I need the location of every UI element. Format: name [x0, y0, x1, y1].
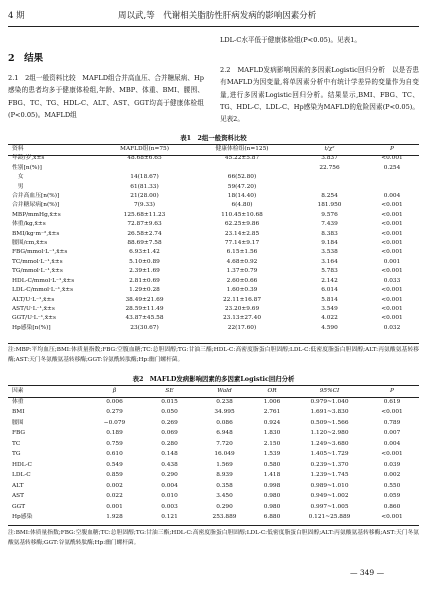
table2-cell: −0.079: [103, 419, 126, 426]
table1-cell: HDL-C/mmol·L⁻¹,x̄±s: [12, 277, 75, 284]
table1-cell: 22.11±16.87: [222, 296, 262, 303]
table1-header-cell: P: [390, 146, 394, 152]
table2-cell: 1.830: [263, 430, 281, 436]
table1-row: [12, 183, 417, 192]
table1-cell: 6.93±1.42: [129, 249, 160, 256]
table2-cell: 1.006: [263, 398, 281, 405]
table1-cell: 3.837: [321, 155, 338, 162]
table1-cell: 26.58±2.74: [127, 230, 162, 237]
table1-cell: TC/mmol·L⁻¹,x̄±s: [12, 258, 63, 265]
table2-row: [12, 460, 417, 471]
table1-cell: <0.001: [381, 155, 403, 162]
table2-cell: LDL-C: [12, 472, 31, 478]
table1: [12, 145, 417, 333]
table1-cell: <0.001: [381, 202, 403, 209]
table1-cell: 6(4.80): [231, 202, 253, 209]
table1-header-cell: MAFLD组(n=75): [120, 146, 169, 152]
table2-cell: 0.269: [161, 419, 178, 426]
table1-cell: [292, 183, 367, 192]
table1-cell: 6.014: [321, 287, 338, 294]
table1-cell: 18(14.40): [227, 193, 257, 200]
table2-cell: 0.007: [383, 430, 401, 436]
table2-cell: FBG: [12, 430, 26, 436]
table1-cell: <0.001: [381, 268, 403, 275]
table1-cell: 59(47.20): [227, 183, 257, 190]
table1-row: [12, 164, 417, 173]
table2-cell: 0.039: [383, 461, 401, 468]
table1-cell: 66(52.80): [227, 174, 257, 181]
table1-cell: 合并糖尿病[n(%)]: [12, 202, 60, 209]
table2-cell: 1.120~2.980: [310, 430, 349, 436]
table2-cell: 0.003: [161, 503, 178, 510]
table2-note: 注:BMI:体质量指数;FBG:空腹血糖;TC:总胆固醇;TG:甘油三酯;HDL-C:高密度脂蛋白胆固醇;LDL-C:低密度脂蛋白胆固醇;ALT:丙氨酸氨基转移酶;AST:天门冬氨酸氨基转移酶;GGT:谷氨酰转肽酶;Hp:幽门螺杆菌。: [8, 530, 419, 546]
table2: [12, 386, 417, 523]
table2-cell: 0.989~1.010: [310, 482, 349, 489]
table1-row: [12, 296, 417, 305]
table2-cell: 0.239~1.370: [310, 461, 349, 468]
table2-cell: 0.121~25.889: [308, 514, 351, 520]
table2-header-cell: β: [112, 388, 117, 394]
table2-cell: 253.889: [212, 514, 237, 520]
table1-cell: <0.001: [381, 211, 403, 218]
table2-cell: 0.980: [263, 493, 281, 499]
page-number: — 349 —: [350, 568, 385, 577]
table2-cell: 8.939: [216, 472, 233, 478]
table1-cell: 61(81.33): [130, 183, 159, 190]
table1-cell: 3.549: [321, 305, 338, 312]
table2-cell: 0.949~1.002: [310, 493, 349, 499]
table2-row: [12, 418, 417, 429]
table1-cell: 0.004: [383, 193, 401, 200]
table2-cell: 1.239~1.745: [310, 472, 349, 478]
table2-cell: 1.418: [263, 472, 281, 478]
table1-cell: 4.590: [321, 324, 338, 331]
table1-cell: 38.49±21.69: [125, 296, 164, 303]
table2-cell: 0.979~1.040: [310, 398, 349, 405]
table2-cell: 1.405~1.729: [310, 451, 349, 457]
table1-cell: 45.22±5.87: [224, 155, 260, 162]
table1-cell: [367, 183, 417, 192]
table1-cell: 43.87±45.58: [125, 315, 164, 322]
table2-caption: 表2 MAFLD发病影响因素的多因素Logistic回归分析: [132, 375, 295, 383]
table1-cell: 年龄/岁,x̄±s: [12, 155, 45, 162]
table1-caption: 表1 2组一般资料比较: [180, 134, 247, 142]
table1-cell: <0.001: [381, 249, 403, 256]
table2-cell: 0.022: [106, 493, 123, 499]
table1-cell: 9.184: [321, 240, 338, 247]
table2-cell: 0.002: [383, 472, 401, 478]
table2-cell: 1.928: [106, 514, 123, 520]
table2-cell: 0.279: [106, 409, 123, 415]
table2-cell: 0.610: [106, 451, 123, 457]
table1-row: [12, 220, 417, 229]
table1-cell: <0.001: [381, 315, 403, 322]
table2-cell: 0.004: [161, 482, 178, 489]
table1-row: [12, 154, 417, 163]
table1-cell: 2.81±0.69: [129, 277, 160, 284]
table1-cell: 4.022: [321, 315, 338, 322]
table2-header-cell: 因素: [12, 388, 24, 394]
table2-row: [12, 512, 417, 523]
table2-cell: 2.761: [263, 409, 281, 415]
table1-cell: 181.950: [317, 202, 342, 209]
table1-cell: <0.001: [381, 296, 403, 303]
table2-cell: <0.001: [381, 451, 403, 457]
table1-cell: 23.13±27.40: [222, 315, 262, 322]
table2-row: [12, 491, 417, 502]
table2-cell: 0.998: [263, 482, 281, 489]
table2-cell: 0.050: [161, 409, 178, 415]
paragraph-2-2: 2.2 MAFLD发病影响因素的多因素Logistic回归分析 以是否患有MAFLD为因变量,将单因素分析中有统计学差异的变量作为自变量,进行多因素Logistic回归分析。结果显示,BMI、FBG、TC、TG、HDL-C、LDL-C、Hp感染为MAFLD的危险因素(P<0.05)。见表2。: [220, 66, 419, 124]
table2-cell: 0.121: [161, 514, 178, 520]
table1-cell: 14(18.67): [130, 174, 159, 181]
table2-row: [12, 481, 417, 492]
table1-cell: 23.20±9.69: [224, 305, 260, 312]
table1-cell: 72.87±9.63: [127, 221, 162, 228]
table2-cell: 1.249~3.680: [310, 440, 349, 447]
table1-cell: [292, 173, 367, 182]
table1-cell: LDL-C/mmol·L⁻¹,x̄±s: [12, 287, 74, 294]
table1-cell: 4.68±0.92: [226, 258, 258, 265]
table2-cell: 0.290: [161, 472, 178, 478]
table2-cell: 0.619: [383, 398, 401, 405]
issue-number: 4 期: [8, 11, 25, 21]
table2-row: [12, 449, 417, 460]
table2-row: [12, 439, 417, 450]
table1-cell: 体重/kg,x̄±s: [12, 221, 46, 228]
table2-cell: 3.450: [216, 493, 233, 499]
table1-row: [12, 324, 417, 333]
table2-cell: 0.997~1.005: [310, 503, 349, 510]
table1-row: [12, 230, 417, 239]
table2-cell: 34.995: [214, 409, 235, 415]
table2-cell: 0.860: [383, 503, 401, 510]
table1-cell: 8.383: [321, 230, 338, 237]
table1-cell: 5.10±0.89: [129, 258, 160, 265]
table1-cell: 7.439: [321, 221, 338, 228]
table1-cell: TG/mmol·L⁻¹,x̄±s: [12, 268, 63, 275]
table2-cell: 0.550: [383, 482, 401, 489]
table1-note: 注:MBP:平均血压;BMI:体质量指数;FBG:空腹血糖;TC:总胆固醇;TG:甘油三酯;HDL-C:高密度脂蛋白胆固醇;LDL-C:低密度脂蛋白胆固醇;ALT:丙氨酸氨基转移酶;AST:天门冬氨酸氨基转移酶;GGT:谷氨酰转肽酶;Hp:幽门螺杆菌。: [8, 347, 419, 363]
table1-cell: 22(17.60): [227, 324, 257, 331]
table1-cell: 9.576: [321, 211, 338, 218]
table1-row: [12, 258, 417, 267]
table2-header-row: [12, 386, 417, 397]
table2-cell: BMI: [12, 409, 25, 415]
table1-cell: 2.39±1.69: [129, 268, 160, 275]
table2-cell: AST: [12, 493, 25, 499]
table2-cell: TG: [12, 451, 21, 457]
table1-cell: 22.756: [319, 164, 340, 171]
table2-cell: 0.086: [216, 419, 233, 426]
table1-cell: BMI/kg·m⁻²,x̄±s: [12, 230, 60, 237]
table2-cell: Hp感染: [12, 514, 33, 520]
table2-cell: 0.358: [216, 482, 233, 489]
table1-cell: 23(30.67): [130, 324, 159, 331]
table1-cell: 0.254: [383, 164, 401, 171]
table2-header-cell: Wald: [217, 388, 232, 394]
table2-cell: <0.001: [381, 514, 403, 520]
table2-cell: 0.290: [216, 503, 233, 510]
table1-row: [12, 248, 417, 257]
table1-cell: AST/U·L⁻¹,x̄±s: [12, 305, 55, 312]
table2-cell: 6.880: [263, 514, 281, 520]
table1-cell: 110.45±10.68: [221, 211, 263, 218]
table1-row: [12, 192, 417, 201]
table2-row: [12, 470, 417, 481]
table1-row: [12, 239, 417, 248]
table1-cell: 男: [12, 183, 24, 190]
table1-cell: 48.68±6.65: [127, 155, 162, 162]
table1-cell: MBP/mmHg,x̄±s: [12, 211, 61, 218]
table1-cell: 21(28.00): [130, 193, 159, 200]
table1-row: [12, 267, 417, 276]
table1-cell: Hp感染[n(%)]: [12, 324, 51, 331]
table2-cell: 0.438: [161, 461, 178, 468]
table1-cell: [97, 164, 192, 173]
table2-cell: <0.001: [381, 409, 403, 415]
table2-cell: 腰围: [12, 419, 24, 426]
table1-cell: 28.59±11.49: [125, 305, 164, 312]
table1-cell: <0.001: [381, 240, 403, 247]
paragraph-2-1: 2.1 2组一般资料比较 MAFLD组合并高血压、合并糖尿病、Hp感染的患者均多于健康体检组,年龄、MBP、体重、BMI、腰围、FBG、TC、TG、HDL-C、ALT、AST、GGT均高于健康体检组(P<0.05)。MAFLD组: [8, 74, 204, 119]
table1-row: [12, 201, 417, 210]
table1-cell: <0.001: [381, 305, 403, 312]
table2-cell: 0.759: [106, 440, 123, 447]
table1-cell: 0.032: [383, 324, 401, 331]
table2-header-cell: 95%CI: [319, 388, 340, 394]
table2-row: [12, 428, 417, 439]
table2-header-cell: SE: [165, 388, 174, 394]
table2-cell: 0.002: [106, 482, 123, 489]
table1-cell: FBG/mmol·L⁻¹,x̄±s: [12, 249, 68, 256]
table2-cell: 0.789: [383, 419, 401, 426]
table1-cell: 0.001: [383, 258, 401, 265]
table1-row: [12, 211, 417, 220]
table2-cell: 1.691~3.830: [310, 409, 349, 415]
table1-cell: 62.25±9.86: [224, 221, 260, 228]
table1-cell: 2.60±0.66: [226, 277, 258, 284]
table1-row: [12, 314, 417, 323]
table2-row: [12, 502, 417, 513]
table2-cell: 0.924: [263, 419, 281, 426]
table2-cell: 7.720: [216, 440, 233, 447]
table1-cell: 125.68±11.23: [123, 211, 166, 218]
table2-cell: 0.010: [161, 493, 178, 499]
table1-cell: [367, 173, 417, 182]
table2-cell: 0.980: [263, 503, 281, 510]
table1-cell: 77.14±9.17: [224, 240, 260, 247]
table2-cell: 0.069: [161, 430, 178, 436]
table1-cell: ALT/U·L⁻¹,x̄±s: [12, 296, 55, 303]
table1-row: [12, 305, 417, 314]
table2-cell: 2.150: [263, 440, 281, 447]
table1-cell: 腰围/cm,x̄±s: [12, 240, 48, 247]
table2-header-cell: P: [390, 388, 394, 394]
table2-cell: 6.948: [216, 430, 233, 436]
table2-cell: 0.238: [216, 398, 233, 405]
paragraph-2-1-continued: LDL-C水平低于健康体检组(P<0.05)。见表1。: [220, 36, 362, 44]
table2-cell: 0.148: [161, 451, 178, 457]
table1-cell: 1.37±0.79: [226, 268, 258, 275]
table2-cell: 0.549: [106, 461, 123, 468]
table1-cell: <0.001: [381, 230, 403, 237]
table1-cell: 5.783: [321, 268, 338, 275]
table1-cell: <0.001: [381, 221, 403, 228]
table2-cell: 0.004: [383, 440, 401, 447]
table2-cell: 0.015: [161, 398, 178, 405]
table1-cell: 5.814: [321, 296, 338, 303]
table2-row: [12, 397, 417, 408]
table1-cell: 1.60±0.39: [226, 287, 258, 294]
table1-cell: 1.29±0.28: [129, 287, 160, 294]
table1-row: [12, 286, 417, 295]
table1-cell: 23.14±2.85: [224, 230, 260, 237]
table1-cell: 3.538: [321, 249, 338, 256]
table1-cell: 性别[n(%)]: [12, 164, 42, 171]
table2-cell: 1.539: [263, 451, 281, 457]
table2-cell: 1.569: [216, 461, 233, 468]
table2-cell: 体重: [12, 398, 24, 405]
table2-cell: HDL-C: [12, 461, 32, 468]
table1-cell: GGT/U·L⁻¹,x̄±s: [12, 315, 56, 322]
table1-header-row: [12, 145, 417, 154]
table1-row: [12, 173, 417, 182]
table1-bottom-rule: [8, 343, 419, 344]
table1-header-cell: 健康体检组(n=125): [215, 146, 269, 152]
table1-cell: 0.033: [383, 277, 401, 284]
table2-cell: 0.059: [383, 493, 401, 499]
table1-cell: 6.15±1.56: [226, 249, 258, 256]
table1-header-cell: t/χ²: [324, 146, 335, 152]
header-rule: [8, 26, 419, 27]
table2-cell: 0.280: [161, 440, 178, 447]
table1-cell: 3.164: [321, 258, 338, 265]
running-title: 周以武,等 代谢相关脂肪性肝病发病的影响因素分析: [118, 11, 317, 21]
table1-cell: 女: [12, 174, 24, 181]
table1-cell: [192, 164, 292, 173]
table2-cell: 16.049: [214, 451, 235, 457]
table1-cell: 2.142: [321, 277, 338, 284]
table2-cell: 0.509~1.566: [310, 419, 349, 426]
table1-cell: 8.254: [321, 193, 338, 200]
table1-row: [12, 277, 417, 286]
table2-cell: 0.580: [263, 461, 281, 468]
table1-cell: 合并高血压[n(%)]: [12, 193, 60, 200]
table2-cell: 0.189: [106, 430, 123, 436]
table2-bottom-rule: [8, 525, 419, 526]
table2-cell: 0.859: [106, 472, 123, 478]
table2-cell: ALT: [12, 482, 24, 489]
table1-cell: <0.001: [381, 287, 403, 294]
table2-cell: 0.001: [106, 503, 123, 510]
table1-header-cell: 资料: [12, 146, 24, 152]
table1-cell: 88.69±7.58: [127, 240, 162, 247]
table2-cell: TC: [12, 440, 21, 447]
table2-row: [12, 407, 417, 418]
table2-cell: 0.006: [106, 398, 123, 405]
table2-cell: GGT: [12, 503, 26, 510]
section-heading: 2 结果: [8, 53, 44, 64]
table1-cell: 7(9.33): [133, 202, 156, 209]
table2-header-cell: OR: [267, 388, 277, 394]
